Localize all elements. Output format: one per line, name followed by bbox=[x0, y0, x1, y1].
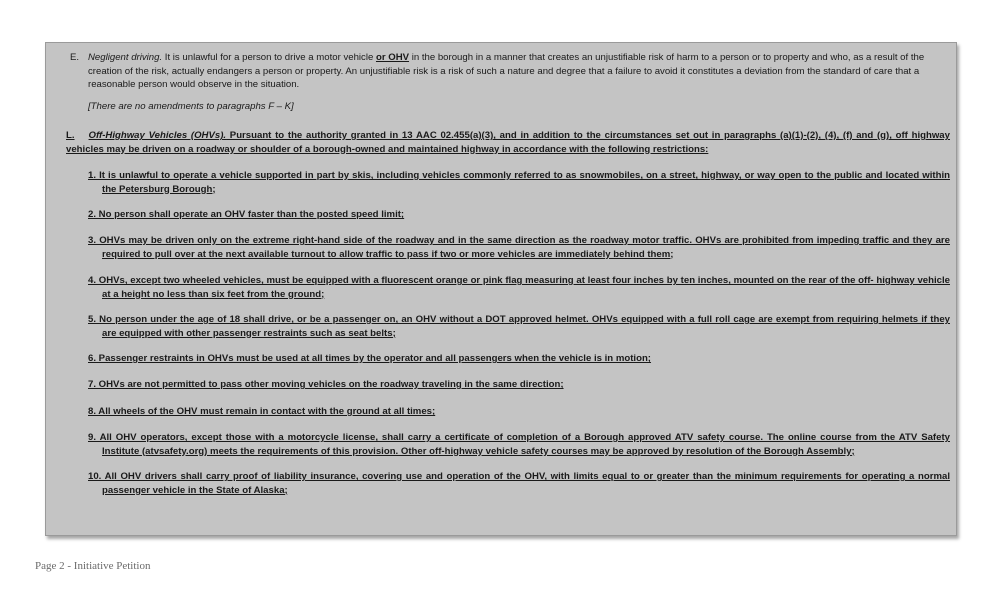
list-item: 5. No person under the age of 18 shall drive, or be a passenger on, an OHV without a DOT approved helmet. OHVs equipped with a full roll cage are exempt from requiring helmets if they are equipped with other passenger restraints such as seat belts; bbox=[88, 314, 950, 339]
paragraph-l-heading: Off-Highway Vehicles (OHVs). bbox=[88, 130, 227, 141]
list-item: 7. OHVs are not permitted to pass other moving vehicles on the roadway traveling in the same direction; bbox=[88, 379, 564, 390]
paragraph-e-ohv-insert: or OHV bbox=[375, 52, 410, 63]
paragraph-l bbox=[66, 129, 950, 156]
paragraph-e-body bbox=[88, 51, 946, 92]
list-item: 6. Passenger restraints in OHVs must be used at all times by the operator and all passengers when the vehicle is in motion; bbox=[88, 353, 652, 364]
paragraph-l-text: Pursuant to the authority granted in 13 AAC 02.455(a)(3), and in addition to the circumstances set out in paragraphs (a)(1)-(2), (4), (f) and (g), off highway vehicles may be driven on a roadway or shoulder of a borough-owned and maintained highway in accordance with the following restrictions: bbox=[66, 130, 950, 155]
list-item: 10. All OHV drivers shall carry proof of liability insurance, covering use and operation of the OHV, with limits equal to or greater than the minimum requirements for operating a normal passenger vehicle in the State of Alaska; bbox=[88, 471, 950, 496]
page-footer: Page 2 - Initiative Petition bbox=[35, 560, 151, 572]
list-item: 3. OHVs may be driven only on the extreme right-hand side of the roadway and in the same direction as the roadway motor traffic. OHVs are prohibited from impeding traffic and they are required to pull over at the next available turnout to allow traffic to pass if two or more vehicles are immediately behind them; bbox=[88, 235, 950, 260]
paragraph-e-text-before: It is unlawful for a person to drive a motor vehicle bbox=[162, 52, 376, 63]
paragraph-e-label: E. bbox=[70, 52, 80, 63]
paragraph-l-label: L. bbox=[66, 130, 75, 141]
list-item: 8. All wheels of the OHV must remain in contact with the ground at all times; bbox=[88, 406, 436, 417]
paragraph-e-title: Negligent driving. bbox=[88, 52, 163, 63]
list-item: 4. OHVs, except two wheeled vehicles, must be equipped with a fluorescent orange or pink flag measuring at least four inches by ten inches, mounted on the rear of the off- highway vehicle at a height no less than six feet from the ground; bbox=[88, 275, 950, 300]
list-item: 2. No person shall operate an OHV faster than the posted speed limit; bbox=[88, 209, 405, 220]
list-item: 9. All OHV operators, except those with a motorcycle license, shall carry a certificate of completion of a Borough approved ATV safety course. The online course from the ATV Safety Institute (atvsafety.org) meets the requirements of this provision. Other off-highway vehicle safety courses may be approved by resolution of the Borough Assembly; bbox=[88, 432, 950, 457]
paragraph-e bbox=[70, 51, 946, 92]
paragraph-e-text-after: in the borough in a manner that creates an unjustifiable risk of harm to a person or to property and who, as a result of the creation of the risk, actually endangers a person or property. An unjustifiable risk is a risk of such a nature and degree that a failure to avoid it constitutes a deviation from the standard of care that a reasonable person would observe in the situation. bbox=[88, 52, 925, 90]
list-item: 1. It is unlawful to operate a vehicle supported in part by skis, including vehicles commonly referred to as snowmobiles, on a street, highway, or way open to the public and located within the Petersburg Borough; bbox=[88, 170, 950, 195]
document-text-panel bbox=[45, 42, 957, 536]
amendment-note: [There are no amendments to paragraphs F – K] bbox=[88, 101, 294, 112]
